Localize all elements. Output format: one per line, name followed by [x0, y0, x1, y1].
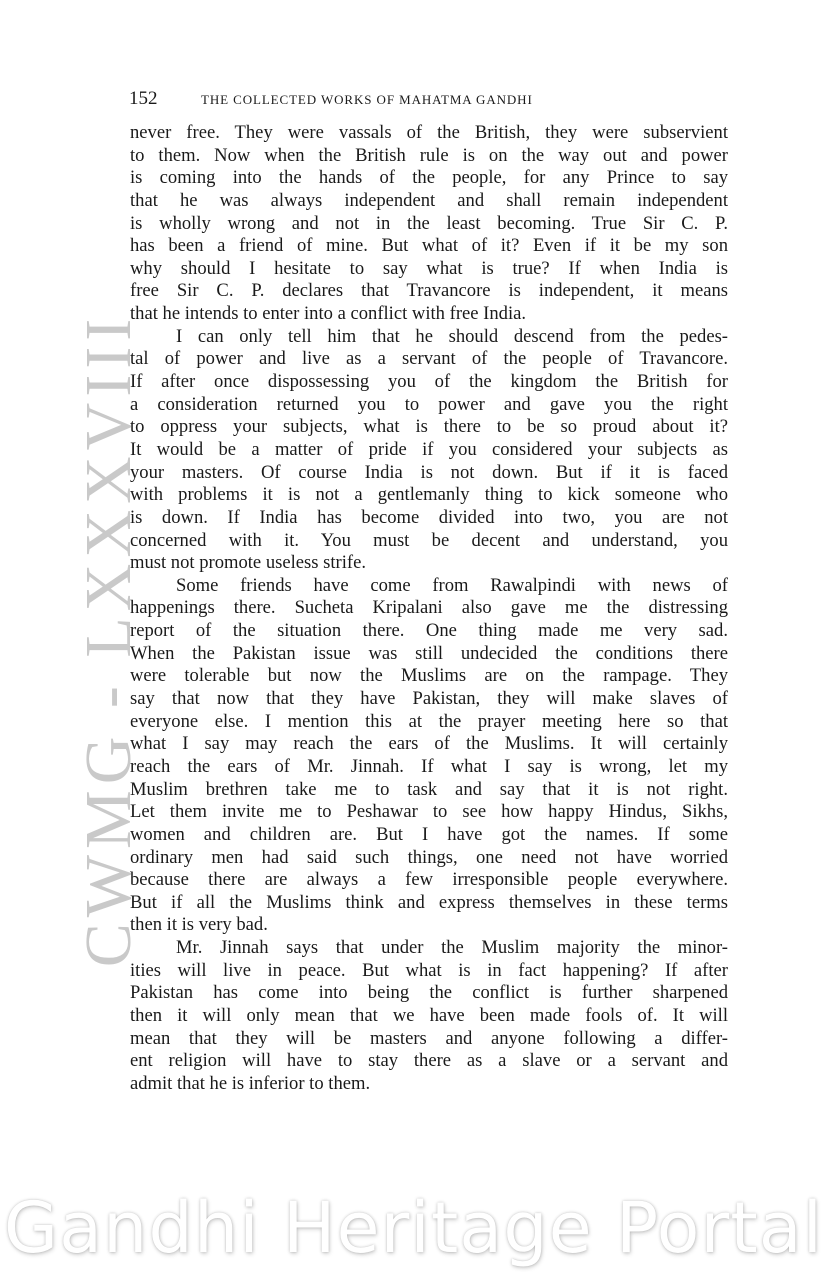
- text-line: then it will only mean that we have been made fools of. It will: [130, 1004, 728, 1026]
- text-line: Mr. Jinnah says that under the Muslim majority the minor-: [176, 937, 728, 959]
- bottom-watermark: Gandhi Heritage Portal: [3, 1187, 824, 1269]
- text-line: that he was always independent and shall remain independent: [130, 189, 728, 211]
- body-text: [130, 122, 728, 1096]
- text-line: were tolerable but now the Muslims are on the rampage. They: [130, 665, 728, 687]
- paragraph: [130, 575, 728, 937]
- text-line: is wholly wrong and not in the least becoming. True Sir C. P.: [130, 212, 728, 234]
- text-line: then it is very bad.: [130, 914, 268, 936]
- text-line: tal of power and live as a servant of the people of Travancore.: [130, 348, 728, 370]
- running-title: THE COLLECTED WORKS OF MAHATMA GANDHI: [201, 92, 533, 107]
- text-line: say that now that they have Pakistan, they will make slaves of: [130, 688, 728, 710]
- text-line: that he intends to enter into a conflict with free India.: [130, 303, 527, 325]
- text-line: When the Pakistan issue was still undecided the conditions there: [130, 642, 728, 664]
- text-line: never free. They were vassals of the British, they were subservient: [130, 122, 728, 143]
- text-line: ordinary men had said such things, one need not have worried: [130, 846, 728, 868]
- text-line: to them. Now when the British rule is on the way out and power: [130, 144, 728, 166]
- text-line: concerned with it. You must be decent and understand, you: [130, 529, 728, 551]
- text-line: must not promote useless strife.: [130, 552, 367, 574]
- text-line: a consideration returned you to power and gave you the right: [130, 393, 728, 415]
- running-header: [129, 88, 729, 112]
- text-line: Pakistan has come into being the conflict is further sharpened: [130, 982, 728, 1004]
- side-watermark-text: CWMG - LXXXVIII: [72, 312, 145, 968]
- text-line: with problems it is not a gentlemanly thing to kick someone who: [130, 484, 728, 506]
- text-line: It would be a matter of pride if you considered your subjects as: [130, 438, 728, 460]
- text-line: is down. If India has become divided into two, you are not: [130, 506, 728, 528]
- text-line: I can only tell him that he should descend from the pedes-: [176, 325, 728, 347]
- text-line: is coming into the hands of the people, for any Prince to say: [130, 167, 728, 189]
- text-line: ent religion will have to stay there as a slave or a servant and: [130, 1050, 728, 1072]
- text-line: happenings there. Sucheta Kripalani also gave me the distressing: [130, 597, 728, 619]
- text-line: what I say may reach the ears of the Muslims. It will certainly: [130, 733, 728, 755]
- text-line: Muslim brethren take me to task and say that it is not right.: [130, 778, 728, 800]
- text-line: because there are always a few irresponsible people everywhere.: [130, 869, 728, 891]
- text-line: why should I hesitate to say what is true? If when India is: [130, 257, 728, 279]
- text-line: free Sir C. P. declares that Travancore is independent, it means: [130, 280, 728, 302]
- text-line: report of the situation there. One thing made me very sad.: [130, 620, 728, 642]
- text-line: mean that they will be masters and anyone following a differ-: [130, 1027, 728, 1049]
- text-line: reach the ears of Mr. Jinnah. If what I say is wrong, let my: [130, 755, 728, 777]
- text-line: everyone else. I mention this at the prayer meeting here so that: [130, 710, 728, 732]
- text-line: But if all the Muslims think and express themselves in these terms: [130, 891, 728, 913]
- text-line: ities will live in peace. But what is in fact happening? If after: [130, 959, 728, 981]
- page-number: 152: [129, 88, 158, 109]
- paragraph: [130, 122, 728, 326]
- text-line: women and children are. But I have got the names. If some: [130, 823, 728, 845]
- text-line: to oppress your subjects, what is there to be so proud about it?: [130, 416, 728, 438]
- paragraph: [130, 937, 728, 1095]
- text-line: Let them invite me to Peshawar to see how happy Hindus, Sikhs,: [130, 801, 728, 823]
- text-line: your masters. Of course India is not down. But if it is faced: [130, 461, 728, 483]
- text-line: Some friends have come from Rawalpindi with news of: [176, 574, 728, 596]
- text-line: admit that he is inferior to them.: [130, 1072, 371, 1094]
- paragraph: [130, 326, 728, 575]
- text-line: If after once dispossessing you of the kingdom the British for: [130, 371, 728, 393]
- text-line: has been a friend of mine. But what of it? Even if it be my son: [130, 235, 728, 257]
